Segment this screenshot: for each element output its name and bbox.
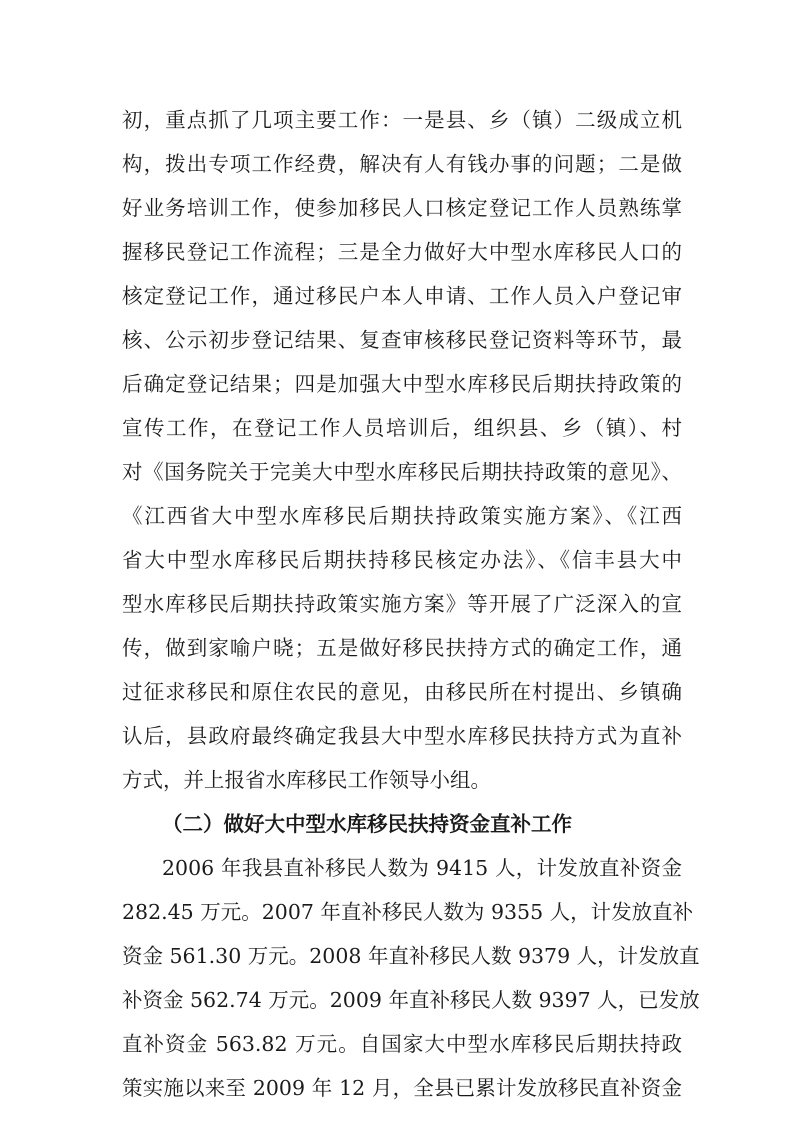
text-line: 核定登记工作，通过移民户本人申请、工作人员入户登记审 <box>122 284 682 308</box>
body-text <box>122 98 700 1110</box>
text-line: 构，拨出专项工作经费，解决有人有钱办事的问题；二是做 <box>122 152 682 176</box>
text-line: 补资金 562.74 万元。2009 年直补移民人数 9397 人，已发放 <box>122 988 700 1012</box>
text-line: 后确定登记结果；四是加强大中型水库移民后期扶持政策的 <box>122 372 682 396</box>
text-line: 初，重点抓了几项主要工作：一是县、乡（镇）二级成立机 <box>122 108 682 132</box>
text-line: 握移民登记工作流程；三是全力做好大中型水库移民人口的 <box>122 240 682 264</box>
text-line: 2006 年我县直补移民人数为 9415 人，计发放直补资金 <box>162 856 682 880</box>
text-line: 《江西省大中型水库移民后期扶持政策实施方案》、《江西 <box>122 504 682 528</box>
text-line: 对《国务院关于完美大中型水库移民后期扶持政策的意见》、 <box>122 460 682 484</box>
text-line: 省大中型水库移民后期扶持移民核定办法》、《信丰县大中 <box>122 548 682 572</box>
text-line: 传，做到家喻户晓；五是做好移民扶持方式的确定工作，通 <box>122 636 682 660</box>
text-line: 核、公示初步登记结果、复查审核移民登记资料等环节，最 <box>122 328 682 352</box>
text-line: 282.45 万元。2007 年直补移民人数为 9355 人，计发放直补 <box>122 900 694 924</box>
text-line: 资金 561.30 万元。2008 年直补移民人数 9379 人，计发放直 <box>122 944 700 968</box>
text-line: 方式，并上报省水库移民工作领导小组。 <box>122 768 491 792</box>
text-line: 宣传工作，在登记工作人员培训后，组织县、乡（镇）、村 <box>122 416 682 440</box>
section-heading: （二）做好大中型水库移民扶持资金直补工作 <box>162 812 572 836</box>
text-line: 直补资金 563.82 万元。自国家大中型水库移民后期扶持政 <box>122 1032 682 1056</box>
text-line: 策实施以来至 2009 年 12 月，全县已累计发放移民直补资金 <box>122 1076 682 1100</box>
text-line: 认后，县政府最终确定我县大中型水库移民扶持方式为直补 <box>122 724 682 748</box>
text-line: 型水库移民后期扶持政策实施方案》等开展了广泛深入的宣 <box>122 592 682 616</box>
text-line: 好业务培训工作，使参加移民人口核定登记工作人员熟练掌 <box>122 196 682 220</box>
text-line: 过征求移民和原住农民的意见，由移民所在村提出、乡镇确 <box>122 680 682 704</box>
